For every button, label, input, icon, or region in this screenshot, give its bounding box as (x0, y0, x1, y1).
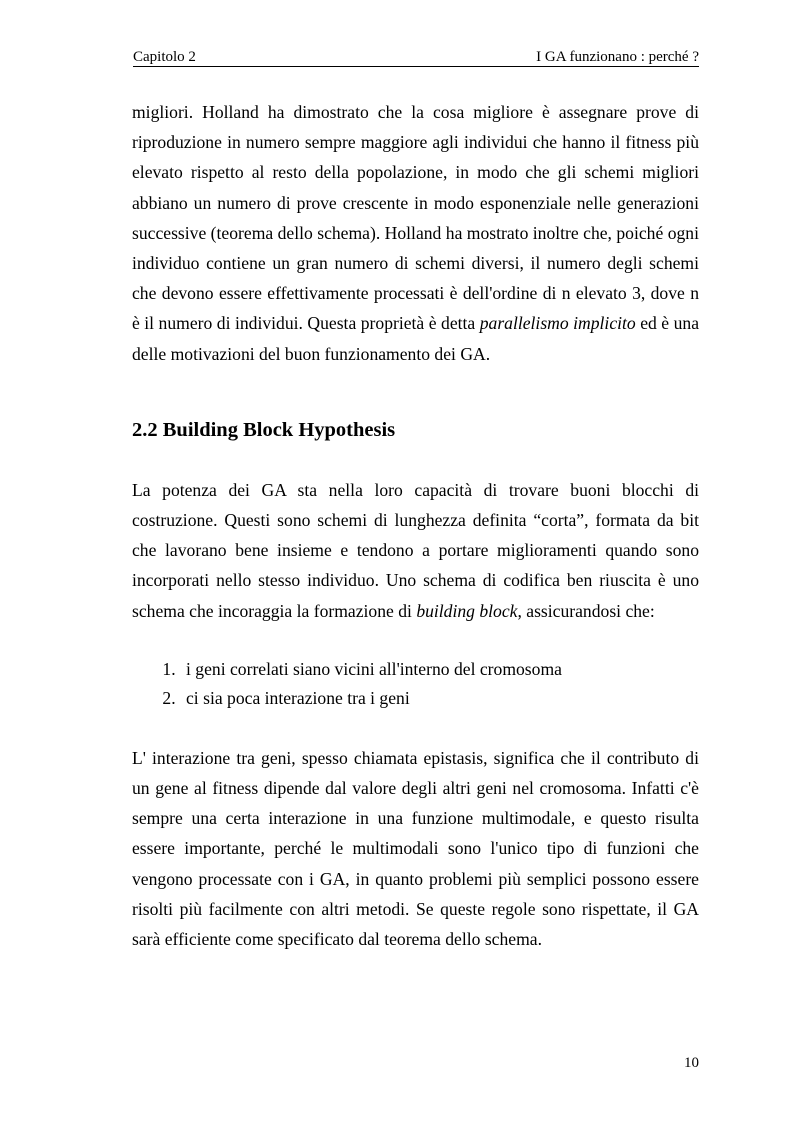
paragraph-text: , assicurandosi che: (517, 600, 655, 621)
running-header (133, 48, 699, 67)
paragraph-text: La potenza dei GA sta nella loro capacità di trovare buoni blocchi di costruzione. Questi sono schemi di lunghezza definita “corta”, formata da bit che lavorano bene insieme e tendono a portare miglioramenti quando sono incorporati nello stesso individuo. Uno schema di codifica ben riuscita è uno schema che incoraggia la formazione di (132, 479, 699, 621)
header-title: I GA funzionano : perché ? (536, 49, 699, 65)
paragraph-text: ed è una delle motivazioni del buon funzionamento dei GA. (132, 313, 700, 364)
paragraph-epistasis: L' interazione tra geni, spesso chiamata epistasis, significa che il contributo di un gene al fitness dipende dal valore degli altri geni nel cromosoma. Infatti c'è sempre una certa interazione in una funzione multimodale, e questo risulta essere importante, perché le multimodali sono l'unico tipo di funzioni che vengono processate con i GA, in quanto problemi più semplici possono essere risolti più facilmente con altri metodi. Se queste regole sono rispettate, il GA sarà efficiente come specificato dal teorema dello schema. (132, 747, 699, 950)
page-body (132, 97, 699, 954)
paragraph-building-blocks (132, 475, 699, 626)
list-item: 2. ci sia poca interazione tra i geni (180, 684, 699, 714)
paragraph-parallelism (132, 97, 699, 369)
list-item: 1. i geni correlati siano vicini all'interno del cromosoma (180, 655, 699, 685)
paragraph-text: migliori. Holland ha dimostrato che la cosa migliore è assegnare prove di riproduzione in numero sempre maggiore agli individui che hanno il fitness più elevato rispetto al resto della popolazione, in modo che gli schemi migliori abbiano un numero di prove crescente in modo esponenziale nelle generazioni successive (teorema dello schema). Holland ha mostrato inoltre che, poiché ogni individuo contiene un gran numero di schemi diversi, il numero degli schemi che devono essere effettivamente processati è dell'ordine di n elevato 3, dove n è il numero di individui. Questa proprietà è detta (132, 102, 699, 334)
italic-term: parallelismo implicito (479, 313, 636, 334)
numbered-list (132, 655, 699, 714)
page-number: 10 (684, 1055, 699, 1071)
section-heading: 2.2 Building Block Hypothesis (132, 418, 396, 441)
italic-term: building block (416, 600, 518, 621)
header-chapter: Capitolo 2 (133, 49, 196, 65)
